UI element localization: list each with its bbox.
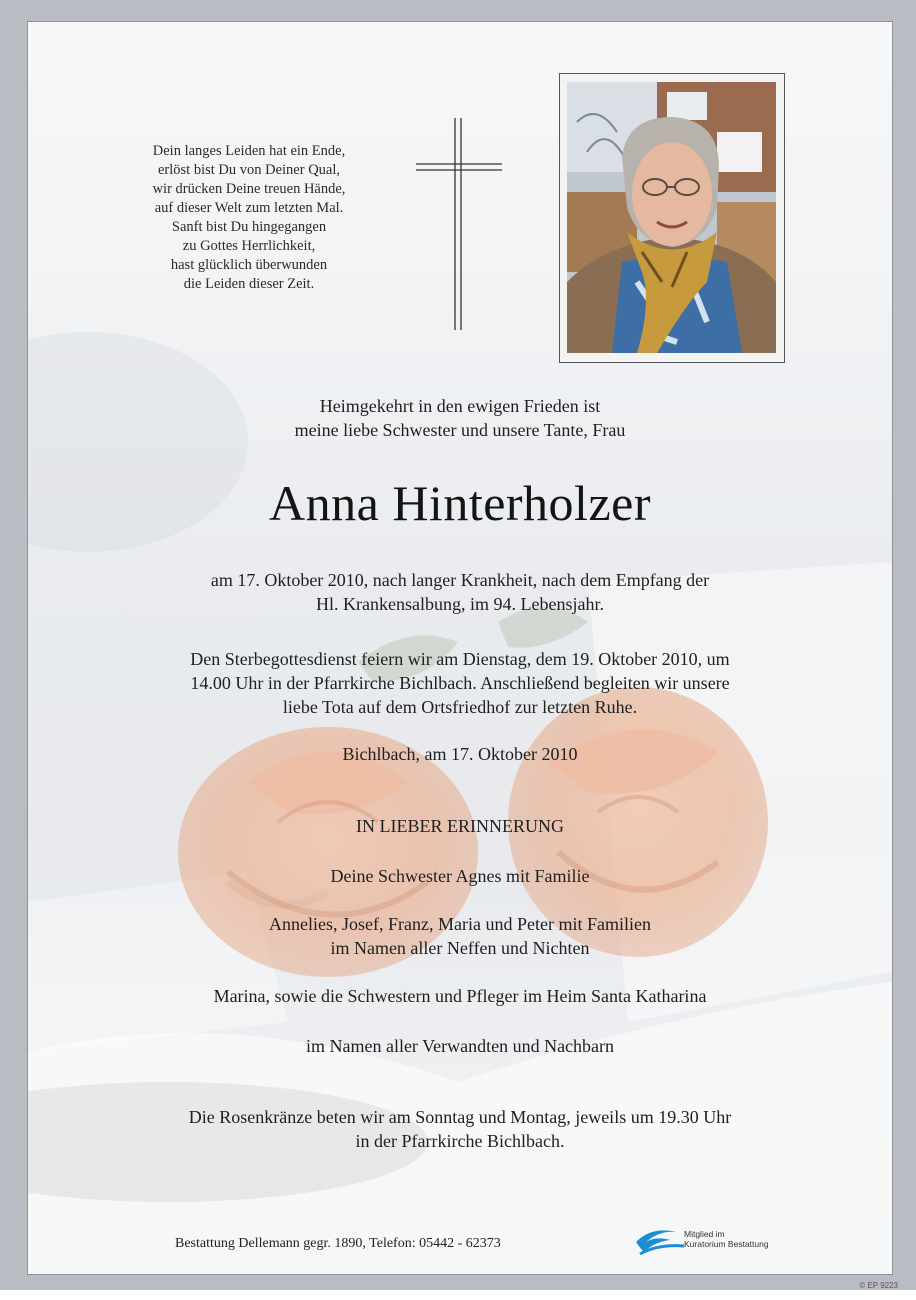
service-line: Den Sterbegottesdienst feiern wir am Dienstag, dem 19. Oktober 2010, um (190, 649, 730, 669)
intro-line: Heimgekehrt in den ewigen Frieden ist (319, 396, 601, 416)
rosary-line: Die Rosenkränze beten wir am Sonntag und Montag, jeweils um 19.30 Uhr (188, 1107, 732, 1127)
place-date: Bichlbach, am 17. Oktober 2010 (342, 744, 578, 764)
mourner-home: Marina, sowie die Schwestern und Pfleger im Heim Santa Katharina (213, 986, 707, 1006)
rosary-line: in der Pfarrkirche Bichlbach. (355, 1131, 565, 1151)
portrait-photo (567, 82, 776, 353)
intro (28, 394, 892, 442)
poem-line: die Leiden dieser Zeit. (183, 276, 315, 292)
kuratorium-logo-icon (632, 1220, 692, 1260)
intro-line: meine liebe Schwester und unsere Tante, Frau (294, 420, 626, 440)
portrait-illustration (567, 82, 776, 353)
mourner-relatives: im Namen aller Verwandten und Nachbarn (305, 1036, 615, 1056)
service-line: liebe Tota auf dem Ortsfriedhof zur letzten Ruhe. (282, 697, 638, 717)
death-info-line: Hl. Krankensalbung, im 94. Lebensjahr. (316, 594, 604, 614)
memory-heading: IN LIEBER ERINNERUNG (356, 816, 564, 836)
poem-line: erlöst bist Du von Deiner Qual, (157, 162, 341, 178)
kuratorium-badge (632, 1220, 782, 1260)
portrait-frame (559, 73, 785, 363)
poem-line: Dein langes Leiden hat ein Ende, (152, 143, 346, 159)
funeral-service (28, 647, 892, 719)
poem-line: auf dieser Welt zum letzten Mal. (154, 200, 344, 216)
mourner-family (28, 912, 892, 960)
badge-line-1: Mitglied im (684, 1229, 725, 1239)
cross-icon (416, 118, 502, 330)
mourner-family-line: Annelies, Josef, Franz, Maria und Peter mit Familien (269, 914, 651, 934)
poem-line: hast glücklich überwunden (170, 257, 328, 273)
mourner-sister: Deine Schwester Agnes mit Familie (330, 866, 590, 886)
funeral-home-info: Bestattung Dellemann gegr. 1890, Telefon: 05442 - 62373 (175, 1236, 501, 1251)
obituary-card (27, 21, 893, 1275)
service-line: 14.00 Uhr in der Pfarrkirche Bichlbach. Anschließend begleiten wir unsere (190, 673, 730, 693)
death-info-line: am 17. Oktober 2010, nach langer Krankheit, nach dem Empfang der (210, 570, 710, 590)
deceased-name: Anna Hinterholzer (269, 475, 651, 531)
badge-line-2: Kuratorium Bestattung (684, 1239, 769, 1249)
rosary-info (28, 1105, 892, 1153)
document-code: © EP 9223 (859, 1281, 898, 1290)
death-info (28, 568, 892, 616)
poem (124, 142, 374, 294)
mourner-family-line: im Namen aller Neffen und Nichten (330, 938, 590, 958)
poem-line: wir drücken Deine treuen Hände, (152, 181, 346, 197)
poem-line: zu Gottes Herrlichkeit, (182, 238, 316, 254)
poem-line: Sanft bist Du hingegangen (171, 219, 327, 235)
